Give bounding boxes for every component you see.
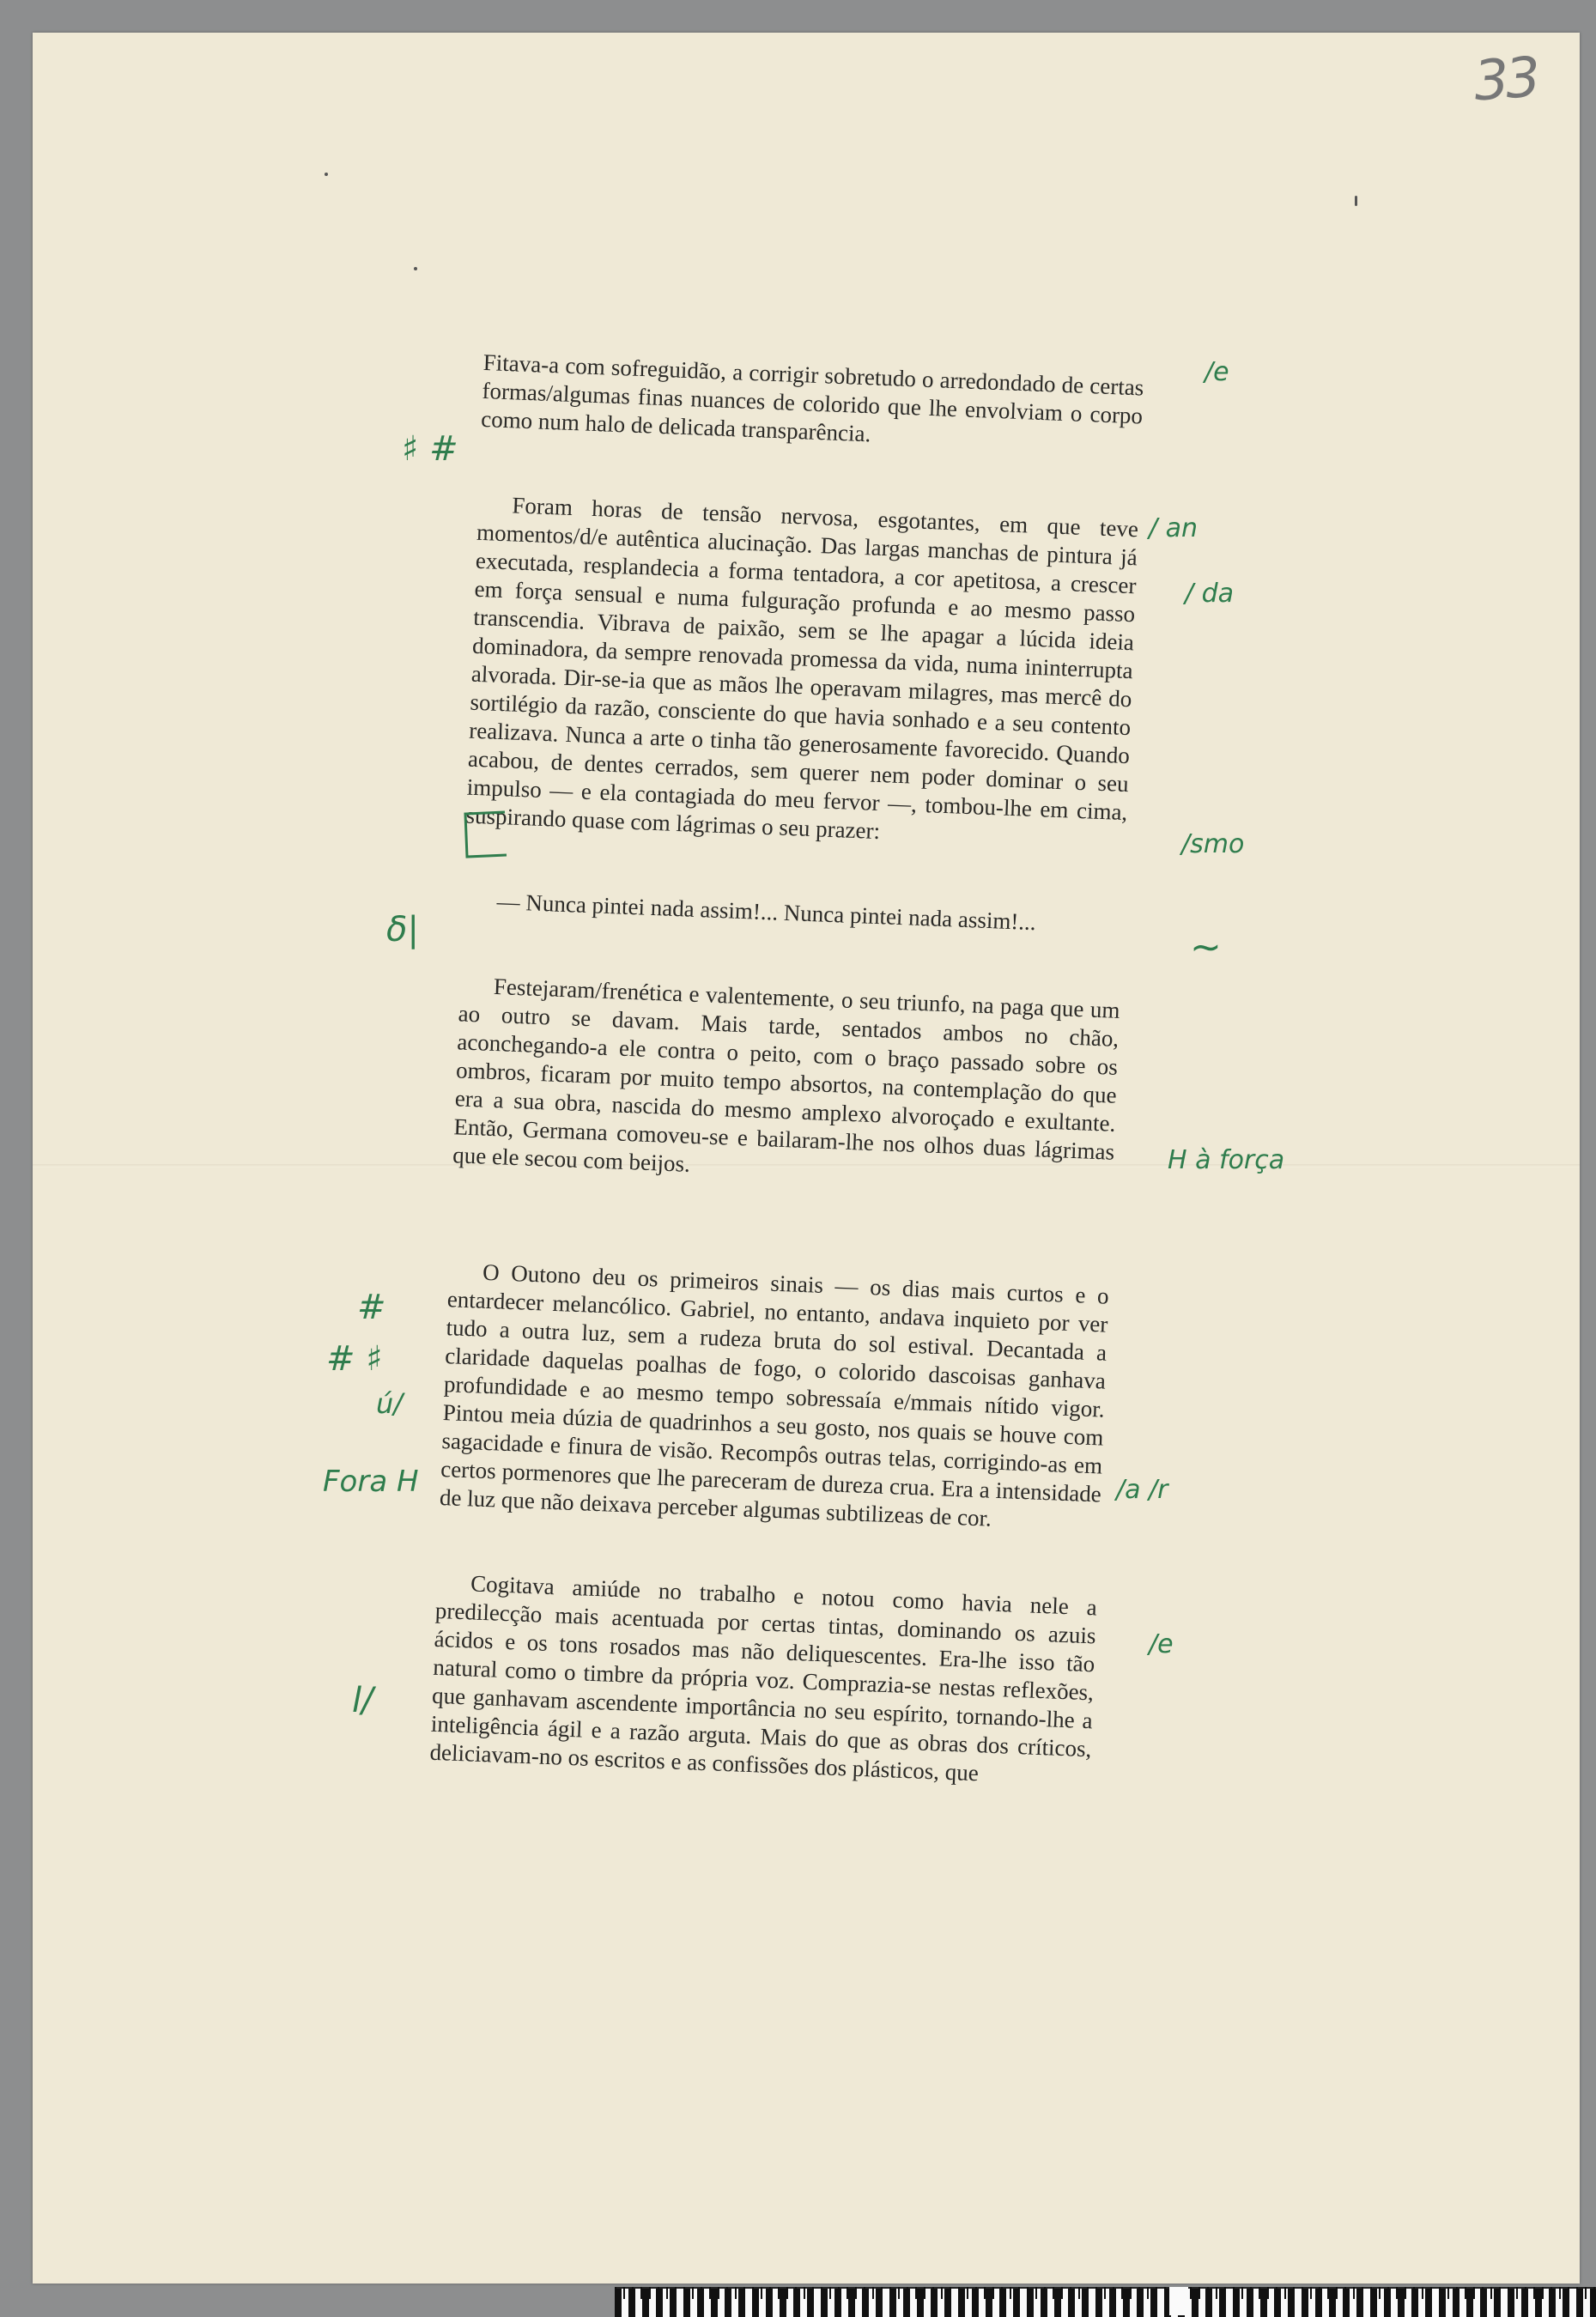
ink-speck xyxy=(1355,196,1357,206)
paragraph: Cogitava amiúde no trabalho e notou como havia nele a predilecção mais acentuada por certas tintas, dominando os azuis ácidos e os tons rosados mas não deliquescentes. Era-lhe isso tão natural como o timbre da própria voz. Comprazia-se nestas reflexões, que ganhavam ascendente importância no seu espírito, tornando-lhe a inteligência ágil e a razão arguta. Mais do que as obras dos críticos, deliciavam-no os escritos e as confissões dos plásticos, que xyxy=(429,1570,1104,1786)
manuscript-page xyxy=(33,33,1580,2284)
paragraph: O Outono deu os primeiros sinais — os dias mais curtos e o entardecer melancólico. Gabriel, no entanto, andava inquieto por ver tudo a outra luz, sem a rudeza bruta do sol estival. Decantada a claridade daquelas poalhas de fogo, o colorido dascoisas ganhava profundidade e ao mesmo tempo sobressaía e/mmais nítido vigor. Pintou meia dúzia de quadrinhos a seu gosto, nos quais se houve com sagacidade e finura de visão. Recompôs outras telas, corrigindo-as em certos pormenores que lhe pareceram de dureza crua. Era a intensidade de luz que não deixava perceber algumas subtilizeas de cor. xyxy=(439,1259,1115,1532)
margin-mark-left: ú/ xyxy=(376,1387,404,1420)
margin-mark-right: H à força xyxy=(1168,1145,1285,1175)
margin-mark-right: ∼ xyxy=(1190,925,1222,969)
scale-ticks xyxy=(615,2287,1596,2299)
margin-mark-right: /e xyxy=(1149,1629,1174,1659)
paragraph: Festejaram/frenética e valentemente, o seu triunfo, na paga que um ao outro se davam. Mais tarde, sentados ambos no chão, aconchegando-a ele contra o peito, com o braço passado sobre os ombros, ficaram por muito tempo absortos, na contemplação do que era a sua obra, nascida do mesmo amplexo alvoroçado e exultante. Então, Germana comoveu-se e bailaram-lhe nos olhos duas lágrimas que ele secou com beijos. xyxy=(452,973,1126,1177)
typeset-body-text xyxy=(427,292,1150,1848)
ink-speck xyxy=(414,267,417,270)
scale-gap xyxy=(1169,2287,1188,2315)
margin-mark-right: /smo xyxy=(1181,829,1245,859)
margin-mark-left: δ| xyxy=(386,910,419,949)
bracket-mark xyxy=(453,805,513,865)
page-number: 33 xyxy=(1472,45,1539,114)
margin-mark-left: l/ xyxy=(352,1681,373,1720)
paragraph: Fitava-a com sofreguidão, a corrigir sobretudo o arredondado de certas formas/algumas finas nuances de colorido que lhe envolviam o corpo como num halo de delicada transparência. xyxy=(480,349,1150,447)
margin-mark-left: # xyxy=(357,1288,386,1327)
paragraph: Foram horas de tensão nervosa, esgotantes, em que teve momentos/d/e autêntica alucinação. Das largas manchas de pintura já executada, resplandecia a forma tentadora, a cor apetitosa, a crescer em força sensual e numa fulguração profunda e ao mesmo passo transcendia. Vibrava de paixão, sem se lhe apagar a lúcida ideia dominadora, da sempre renovada promessa da vida, numa ininterrupta alvorada. Dir-se-ia que as mãos lhe operavam milagres, mas mercê do sortilégio da razão, consciente do que havia sonhado e a seu contento realizava. Nunca a arte o tinha tão generosamente favorecido. Quando acabou, de dentes cerrados, sem querer nem poder dominar o seu impulso — e ela contagiada do meu fervor —, tombou-lhe em cima, suspirando quase com lágrimas o seu prazer: xyxy=(465,492,1145,845)
margin-mark-right: /e xyxy=(1205,357,1229,387)
margin-mark-right: / da xyxy=(1185,579,1235,609)
paragraph: — Nunca pintei nada assim!... Nunca pintei nada assim!... xyxy=(496,889,1037,936)
margin-mark-left: Fora H xyxy=(323,1465,419,1499)
ink-speck xyxy=(325,173,328,176)
margin-mark-right: / an xyxy=(1149,513,1199,543)
margin-mark-left: # ♯ xyxy=(326,1339,383,1379)
margin-mark-left: ♯ # xyxy=(402,429,458,469)
margin-mark-right: /a /r xyxy=(1116,1475,1168,1505)
